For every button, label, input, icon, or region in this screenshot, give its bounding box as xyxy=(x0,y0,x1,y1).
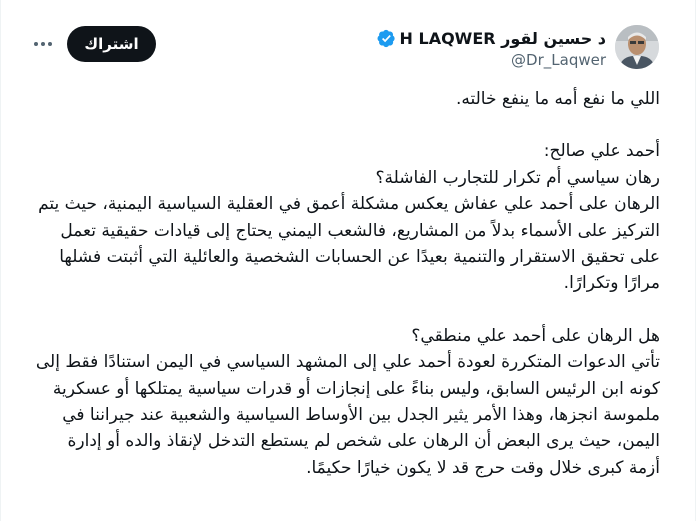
author-name-row[interactable] xyxy=(377,27,606,49)
section-1-subheading: رهان سياسي أم تكرار للتجارب الفاشلة؟ xyxy=(375,167,660,188)
section-2-body: تأتي الدعوات المتكررة لعودة أحمد علي إلى المشهد السياسي في اليمن استنادًا فقط إلى كونه ابن الرئيس السابق، وليس بناءً على إنجازات أو قدرات سياسية يمتلكها أو عسكرية ملموسة انجزها، وهذا الأمر يثير الجدل بين الأوساط السياسية والشعبية عند جيراننا في اليمن، حيث يرى البعض أن الرهان على شخص لم يستطع التدخل لإنقاذ والده أو إدارة أزمة كبرى خلال وقت حرج قد لا يكون خيارًا حكيمًا. xyxy=(35,352,660,478)
verified-badge-icon xyxy=(377,29,396,48)
author-handle[interactable]: @Dr_Laqwer xyxy=(511,51,606,69)
tweet-text xyxy=(33,86,660,481)
tweet-header xyxy=(1,0,696,90)
more-dots xyxy=(33,41,53,47)
avatar-image xyxy=(615,25,659,69)
author-display-name[interactable]: H LAQWER د حسين لقور xyxy=(399,28,606,48)
more-horizontal-icon[interactable] xyxy=(31,32,55,56)
section-2-heading: هل الرهان على أحمد علي منطقي؟ xyxy=(411,325,660,346)
section-1-heading: أحمد علي صالح: xyxy=(543,141,660,162)
avatar[interactable] xyxy=(615,25,659,69)
subscribe-button[interactable]: اشتراك xyxy=(67,26,156,62)
tweet-line-1: اللي ما نفع أمه ما ينفع خالته. xyxy=(455,89,660,109)
section-1-body: الرهان على أحمد علي عفاش يعكس مشكلة أعمق في العقلية السياسية اليمنية، حيث يتم التركيز على الأسماء بدلاً من المشاريع، فالشعب اليمني يحتاج إلى قيادات حقيقية تعمل على تحقيق الاستقرار والتنمية بعيدًا عن الحسابات الشخصية والعائلية التي أثبتت فشلها مرارًا وتكرارًا. xyxy=(38,194,660,294)
